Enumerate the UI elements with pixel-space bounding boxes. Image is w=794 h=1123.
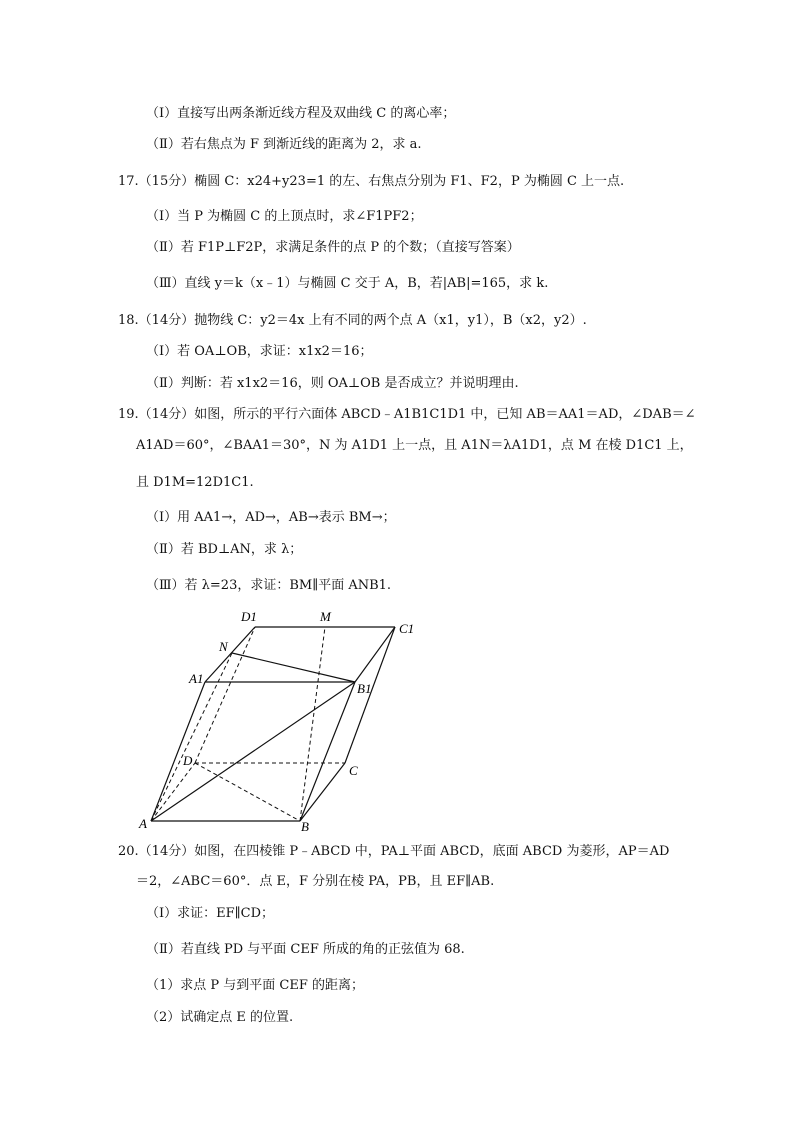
label-B1: B1 — [357, 681, 372, 696]
label-B: B — [301, 819, 309, 834]
q19-stem: 19.（14分）如图，所示的平行六面体 ABCD﹣A1B1C1D1 中，已知 AB＝AA1＝AD，∠DAB＝∠ — [118, 407, 696, 422]
hidden-DB — [195, 763, 300, 821]
parallelepiped-figure — [135, 603, 415, 835]
q17-part3: （Ⅲ）直线 y＝k（x﹣1）与椭圆 C 交于 A，B，若|AB|=165，求 k. — [146, 276, 549, 291]
q18-stem: 18.（14分）抛物线 C：y2＝4x 上有不同的两个点 A（x1，y1），B（x2，y2）. — [118, 313, 587, 328]
segment-AB1 — [151, 682, 355, 821]
q19-part3: （Ⅲ）若 λ=23，求证：BM∥平面 ANB1. — [146, 578, 392, 593]
q20-part2: （Ⅱ）若直线 PD 与平面 CEF 所成的角的正弦值为 68. — [146, 942, 465, 957]
label-A1: A1 — [189, 671, 204, 686]
label-C: C — [349, 763, 358, 778]
q20-part2-2: （2）试确定点 E 的位置. — [146, 1010, 294, 1025]
q19-part2: （Ⅱ）若 BD⊥AN，求 λ； — [146, 542, 303, 557]
q17-part2: （Ⅱ）若 F1P⊥F2P，求满足条件的点 P 的个数；（直接写答案） — [146, 240, 520, 255]
edge-D1A1 — [205, 627, 255, 682]
label-N: N — [219, 639, 228, 654]
q17-stem: 17.（15分）椭圆 C：x24+y23=1 的左、右焦点分别为 F1、F2，P 为椭圆 C 上一点. — [118, 174, 625, 189]
q19-part1: （Ⅰ）用 AA1→，AD→，AB→表示 BM→； — [146, 510, 396, 525]
edge-BB1 — [300, 682, 355, 821]
q20-stem-line2: ＝2，∠ABC＝60°．点 E，F 分别在棱 PA，PB，且 EF∥AB. — [136, 874, 495, 889]
q18-part2: （Ⅱ）判断：若 x1x2＝16，则 OA⊥OB 是否成立？并说明理由. — [146, 376, 519, 391]
q16-part2: （Ⅱ）若右焦点为 F 到渐近线的距离为 2，求 a. — [146, 137, 422, 152]
segment-NB1 — [232, 653, 355, 682]
label-M: M — [320, 609, 331, 624]
label-A: A — [139, 816, 147, 831]
q18-part1: （Ⅰ）若 OA⊥OB，求证：x1x2＝16； — [146, 344, 373, 359]
q17-part1: （Ⅰ）当 P 为椭圆 C 的上顶点时，求∠F1PF2； — [146, 209, 423, 224]
hidden-BM — [300, 627, 325, 821]
label-C1: C1 — [399, 621, 415, 636]
q20-part1: （Ⅰ）求证：EF∥CD； — [146, 906, 275, 921]
q16-part1: （Ⅰ）直接写出两条渐近线方程及双曲线 C 的离心率； — [146, 106, 456, 121]
label-D: D — [183, 753, 193, 768]
hidden-AD — [151, 763, 195, 821]
edge-AA1 — [151, 682, 205, 821]
q20-part2-1: （1）求点 P 与到平面 CEF 的距离； — [146, 978, 365, 993]
q19-stem-line3: 且 D1M=12D1C1. — [136, 475, 254, 490]
q19-stem-line2: A1AD＝60°，∠BAA1＝30°，N 为 A1D1 上一点，且 A1N＝λA1D1，点 M 在棱 D1C1 上， — [136, 438, 693, 453]
edge-C1B1 — [355, 627, 395, 682]
q20-stem: 20.（14分）如图，在四棱锥 P﹣ABCD 中，PA⊥平面 ABCD，底面 ABCD 为菱形，AP＝AD — [118, 844, 670, 859]
label-D1: D1 — [241, 609, 257, 624]
